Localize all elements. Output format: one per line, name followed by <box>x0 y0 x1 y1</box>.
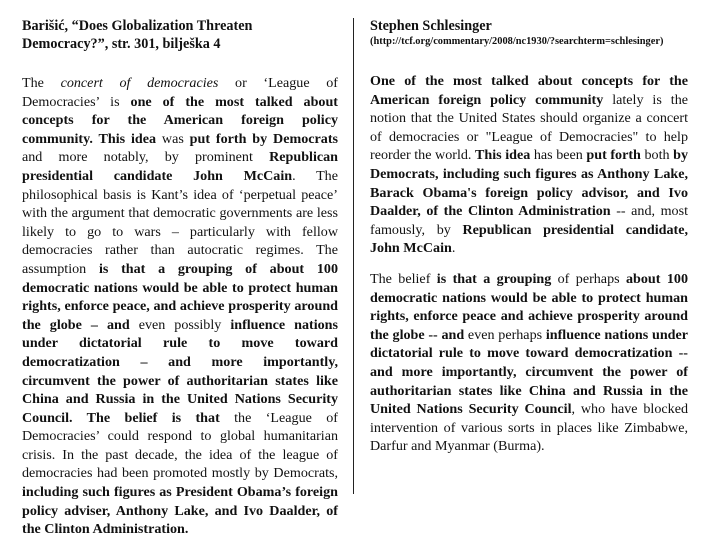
text-run: and more notably, by prominent <box>22 149 270 166</box>
bold-run: Republican presidential candidate John McCain <box>22 149 338 184</box>
text-run: was <box>156 130 190 147</box>
text-run: even possibly <box>129 316 231 333</box>
bold-run: one of the most talked about concepts for the American foreign policy community. This idea <box>22 93 338 147</box>
text-run: . The philosophical basis is Kant’s idea of ‘perpetual peace’ with the argument that democratic governments are less likely to go to wars – particularly with fellow democracies rather than autocratic regimes. The assumption <box>22 167 338 277</box>
left-heading-line1: Barišić, “Does Globalization Threaten <box>22 18 253 34</box>
bold-run: This idea <box>475 147 531 164</box>
right-heading: Stephen Schlesinger <box>370 18 492 34</box>
right-paragraph-1 <box>370 72 688 258</box>
text-run: The <box>22 75 61 91</box>
text-run: or ‘League of Democracies’ is <box>22 75 338 110</box>
text-run: -- and, most famously, by <box>370 203 688 238</box>
left-heading-line2: Democracy?”, str. 301, bilješka 4 <box>22 36 221 52</box>
italic-run: concert of democracies <box>60 75 219 91</box>
left-heading <box>22 17 338 53</box>
text-run: The belief <box>370 270 437 287</box>
text-run: lately is the notion that the United States should organize a concert of democracies or "League of Democracies" to help reorder the world. <box>370 91 688 164</box>
left-paragraph <box>22 74 338 539</box>
bold-run: influence nations under dictatorial rule to move toward democratization -- and more importantly, circumvent the power of authoritarian states like China and Russia in the United Nations Security Council <box>370 326 689 418</box>
bold-run: is that a grouping <box>436 270 552 287</box>
right-column <box>370 17 688 456</box>
bold-run: Republican presidential candidate, John McCain <box>370 221 689 257</box>
bold-run: One of the most talked about concepts for the American foreign policy community <box>370 73 688 108</box>
bold-run: about 100 democratic nations would be able to protect human rights, enforce peace and achieve prosperity around the globe -- and <box>370 270 688 343</box>
bold-run: put forth <box>586 147 641 164</box>
source-url: (http://tcf.org/commentary/2008/nc1930/?searchterm=schlesinger) <box>370 36 664 47</box>
left-column <box>22 17 338 539</box>
bold-run: is that a grouping of about 100 democratic nations would be able to protect human rights, enforce peace, and achieve prosperity around the globe – and <box>22 260 339 333</box>
bold-run: including such figures as President Obama’s foreign policy adviser, Anthony Lake, and Ivo Daalder, of the Clinton Administration. <box>22 484 338 538</box>
bold-run: by Democrats, including such figures as Anthony Lake, Barack Obama's foreign policy advisor, and Ivo Daalder, of the Clinton Administration <box>370 147 688 220</box>
column-divider <box>353 18 354 494</box>
text-run: has been <box>530 147 587 164</box>
right-paragraph-2 <box>370 270 688 456</box>
text-run: even perhaps <box>464 326 546 343</box>
text-run: , who have blocked intervention of various sorts in places like Zimbabwe, Darfur and Myanmar (Burma). <box>370 401 688 455</box>
text-run: both <box>640 147 674 164</box>
text-run: . <box>451 240 456 257</box>
text-run: of perhaps <box>551 270 626 287</box>
bold-run: put forth by Democrats <box>189 130 338 147</box>
bold-run: influence nations under dictatorial rule to move toward democratization – and more importantly, circumvent the power of authoritarian states like China and Russia in the United Nations Security Council. The belief is that <box>22 316 338 426</box>
text-run: the ‘League of Democracies’ could respond to global humanitarian crisis. In the past decade, the idea of the league of democracies had been promoted mostly by Democrats, <box>22 409 338 482</box>
